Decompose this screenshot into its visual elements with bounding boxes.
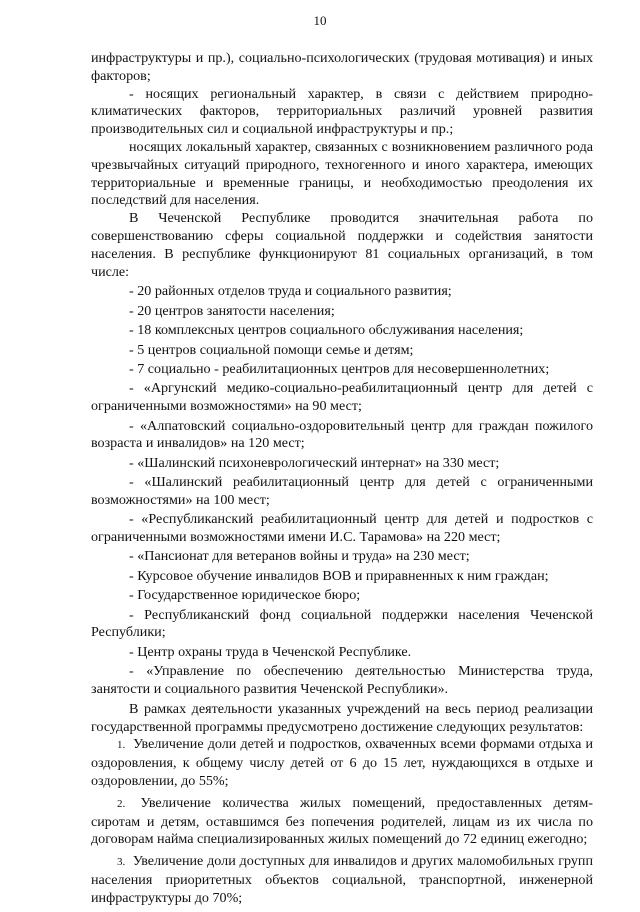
paragraph-results-intro: В рамках деятельности указанных учреждений на весь период реализации государственной программы предусмотрено достижение следующих результатов: — [91, 700, 593, 735]
result-text: Увеличение количества жилых помещений, предоставленных детям-сиротам и детям, оставшимся без попечения родителей, лицам из их числа по договорам найма специализированных жилых помещений до 72 единиц ежегодно; — [91, 794, 593, 848]
document-body — [91, 50, 593, 912]
result-number: 2. — [117, 797, 126, 810]
result-item — [91, 853, 593, 907]
list-item: - «Управление по обеспечению деятельностью Министерства труда, занятости и социального развития Чеченской Республики». — [91, 663, 593, 697]
list-item: - «Алпатовский социально-оздоровительный центр для граждан пожилого возраста и инвалидов» на 120 мест; — [91, 417, 593, 452]
result-number: 3. — [117, 856, 126, 869]
result-text: Увеличение доли детей и подростков, охваченных всеми формами отдыха и оздоровления, к общему числу детей от 6 до 15 лет, нуждающихся в отдыхе и оздоровлении, до 55%; — [91, 736, 593, 789]
results-list — [91, 736, 593, 907]
paragraph-infrastructure: инфраструктуры и пр.), социально-психологических (трудовая мотивация) и иных факторов; — [91, 50, 593, 84]
list-item: - 18 комплексных центров социального обслуживания населения; — [129, 322, 524, 339]
list-item: - 20 центров занятости населения; — [129, 302, 335, 319]
list-item: - 20 районных отделов труда и социального развития; — [129, 283, 452, 300]
list-item: - «Пансионат для ветеранов войны и труда» на 230 мест; — [129, 548, 470, 565]
result-item — [91, 736, 593, 790]
list-item: - Государственное юридическое бюро; — [129, 587, 361, 604]
list-item: - Республиканский фонд социальной поддержки населения Чеченской Республики; — [91, 606, 593, 641]
paragraph-chechen-republic: В Чеченской Республике проводится значительная работа по совершенствованию сферы социальной поддержки и содействия занятости населения. В республике функционируют 81 социальных организаций, в том числе: — [91, 210, 593, 280]
list-item: - «Шалинский реабилитационный центр для детей с ограниченными возможностями» на 100 мест; — [91, 474, 593, 508]
result-number: 1. — [117, 739, 126, 752]
list-item: - Курсовое обучение инвалидов ВОВ и приравненных к ним граждан; — [129, 567, 549, 584]
list-item: - 7 социально - реабилитационных центров для несовершеннолетних; — [129, 360, 550, 377]
list-item: - «Республиканский реабилитационный центр для детей и подростков с ограниченными возможностями имени И.С. Тарамова» на 220 мест; — [91, 511, 593, 546]
list-item: - «Шалинский психоневрологический интернат» на 330 мест; — [129, 454, 500, 471]
list-item: - «Аргунский медико-социально-реабилитационный центр для детей с ограниченными возможностями» на 90 мест; — [91, 380, 593, 415]
list-item: - 5 центров социальной помощи семье и детям; — [129, 341, 414, 358]
organizations-list — [91, 283, 593, 698]
page-number: 10 — [313, 13, 327, 28]
list-item: - Центр охраны труда в Чеченской Республике. — [129, 643, 412, 660]
paragraph-local: носящих локальный характер, связанных с возникновением различного рода чрезвычайных ситуаций природного, техногенного и иного характера, имеющих территориальные и временные границы, и необходимостью преодоления их последствий для населения. — [91, 138, 593, 209]
result-item — [91, 795, 593, 849]
paragraph-regional: - носящих региональный характер, в связи с действием природно-климатических факторов, территориальных различий уровней развития производительных сил и социальной инфраструктуры и пр.; — [91, 85, 593, 138]
result-text: Увеличение доли доступных для инвалидов и других маломобильных групп населения приоритетных объектов социальной, транспортной, инженерной инфраструктуры до 70%; — [91, 853, 593, 906]
